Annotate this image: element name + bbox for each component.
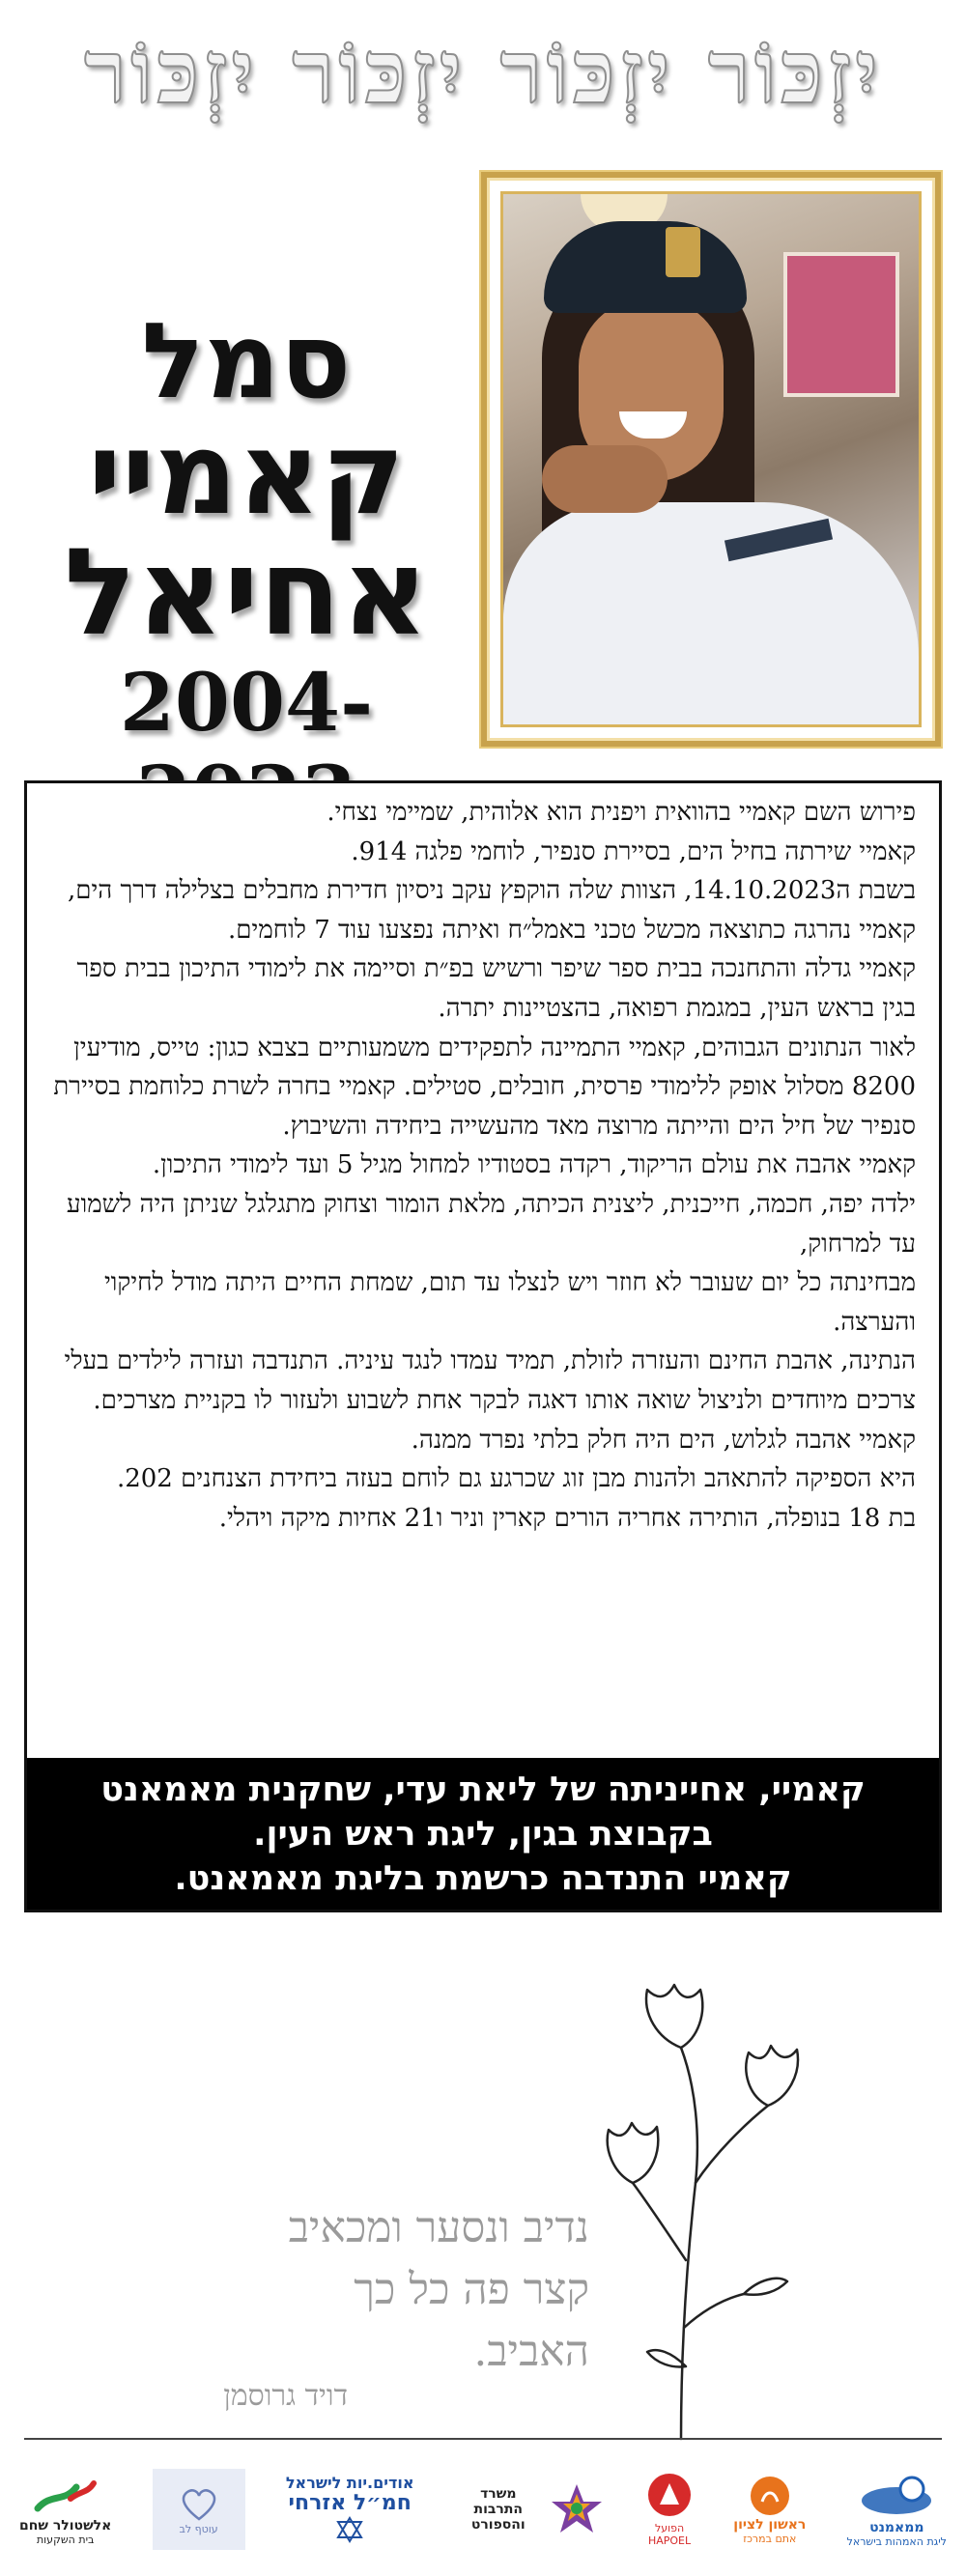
banner-line: בקבוצת בגין, ליגת ראש העין. (253, 1815, 713, 1854)
bio-paragraph: לאור הנתונים הגבוהים, קאמיי התמיינה לתפקידים משמעותיים בצבא כגון: טייס, מודיעין 8200 מסלול אופק ללימודי פרסית, חובלים, סטילים. קאמיי בחרה לשרת כלוחמת בסיירת סנפיר של חיל הים והייתה מרוצה מאד מהעשייה ביחידה והשיבוץ. (53, 1033, 916, 1141)
logo-people-sub: חמ״ל אזרחי (288, 2491, 412, 2515)
logo-ministry-name: משרד התרבות והספורט (470, 2486, 526, 2533)
banner-line: קאמיי, אחייניתה של ליאת עדי, שחקנית מאמאנט (100, 1770, 866, 1809)
altshuler-swoosh-icon (32, 2474, 99, 2518)
banner-line: קאמיי התנדבה כרשמת בליגת מאמאנט. (174, 1859, 792, 1898)
bio-paragraph: היא הספיקה להתאהב ולהנות מבן זוג שכרגע גם לוחם בעזה ביחידת הצנחנים 202. (116, 1464, 916, 1494)
memorial-header (0, 0, 966, 145)
soldier-last-name: אחיאל (64, 523, 429, 663)
bio-paragraph: קאמיי שירתה בחיל הים, בסיירת סנפיר, לוחמי פלגה 914. (351, 836, 916, 866)
star-of-david-icon (336, 2516, 363, 2543)
memorial-poem (145, 2197, 589, 2383)
bio-paragraph: מבחינתה כל יום שעובר לא חוזר ויש לנצלו עד תום, שמחת החיים היתה מודל לחיקוי והערצה. (103, 1268, 916, 1337)
logo-rishon-sub: אתם במרכז (743, 2532, 797, 2545)
bio-paragraph: קאמיי גדלה והתחנכה בבית ספר שיפר ורשיש בפ״ת וסיימה את לימודי התיכון בבית ספר בגין בראש העין, במגמת רפואה, בהצטיינות יתרה. (76, 954, 916, 1023)
logo-ministry-culture-sport (455, 2480, 606, 2538)
bio-paragraph: פירוש השם קאמיי בהוואית ויפנית הוא אלוהית, שמיימי נצחי. (327, 798, 916, 827)
biography-banner (27, 1758, 939, 1910)
bio-paragraph: הנתינה, אהבת החינם והעזרה לזולת, תמיד עמדו לנגד עיניה. התנדבה ועזרה לילדים בעלי צרכים מיוחדים ולניצול שואה אותו דאגה לבקר אחת לשבוע ולעזור לו בקניית מצרכים. (64, 1346, 916, 1415)
poem-line: האביב. (473, 2327, 589, 2376)
hapoel-emblem-icon (646, 2472, 693, 2522)
logo-people-for-israel (286, 2476, 414, 2543)
yizkor-heading: יִזְכּוֹר יִזְכּוֹר יִזְכּוֹר יִזְכּוֹר (84, 21, 882, 124)
sponsor-logos (19, 2461, 947, 2558)
biography-box (24, 780, 942, 1912)
soldier-first-name: קאמיי (88, 407, 405, 541)
background-storefront (783, 252, 899, 397)
rishon-lezion-emblem-icon (749, 2475, 791, 2517)
logo-people-name: אודים.יות לישראל (285, 2474, 414, 2492)
logo-altshuler-name: אלשטולר שחם (19, 2517, 112, 2534)
logo-altshuler-shaham (19, 2474, 111, 2546)
portrait-beret (544, 221, 747, 313)
logo-mamanet-sub: ליגת האמהות בישראל (846, 2534, 947, 2548)
heart-outline-icon (178, 2484, 220, 2523)
bio-paragraph: קאמיי אהבה את עולם הריקוד, רקדה בסטודיו למחול מגיל 5 ועד לימודי התיכון. (152, 1150, 916, 1180)
logo-mamanet-name: ממאמנט (869, 2519, 924, 2535)
ministry-star-icon (548, 2480, 606, 2538)
biography-text (27, 783, 939, 1764)
logo-hapoel (646, 2472, 693, 2547)
portrait-frame (481, 172, 941, 747)
bio-paragraph: בת 18 בנופלה, הותירה אחריה הורים קארין וניר ו21 אחיות מיקה ויהלי. (218, 1503, 916, 1533)
logo-hapoel-sub: HAPOEL (647, 2534, 692, 2547)
portrait-photo (500, 191, 922, 727)
soldier-rank: סמל (141, 301, 352, 422)
logo-altshuler-sub: בית השקעות (36, 2533, 95, 2546)
bio-paragraph: ילדה יפה, חכמה, חייכנית, ליצנית הכיתה, מלאת הומור וצחוק מתגלגל שניתן היה לשמוע עד למרחוק, (66, 1189, 916, 1259)
logo-rishon-lezion (733, 2475, 806, 2545)
volleyball-icon (858, 2472, 935, 2520)
poem-author: דויד גרוסמן (223, 2379, 348, 2413)
bio-paragraph: קאמיי אהבה לגלוש, הים היה חלק בלתי נפרד ממנה. (411, 1425, 916, 1455)
logo-rishon-name: ראשון לציון (733, 2516, 807, 2533)
bio-paragraph: בשבת ה14.10.2023, הצוות שלה הוקפץ עקב ניסיון חדירת מחבלים בצלילה דרך הים, קאמיי נהרגה כתוצאה מכשל טכני באמל״ח ואיתה נפצעו עוד 7 לוחמים. (67, 876, 916, 945)
soldier-name-block (29, 301, 464, 663)
flower-line-art-icon (589, 1941, 821, 2444)
logo-otef-name: עוטף לב (179, 2522, 218, 2535)
beret-badge-icon (666, 227, 700, 277)
soldier-years: 2004- (119, 657, 374, 750)
portrait-hand (542, 445, 668, 513)
poem-line: נדיב ונסער ומכאיב (288, 2203, 589, 2252)
logo-otef-lev (153, 2469, 245, 2550)
poem-line: קצר פה כל כך (354, 2265, 589, 2314)
footer-divider (24, 2438, 942, 2440)
portrait-uniform-shirt (503, 502, 919, 724)
logo-hapoel-name: הפועל (654, 2522, 685, 2534)
logo-mamanet (847, 2472, 947, 2548)
